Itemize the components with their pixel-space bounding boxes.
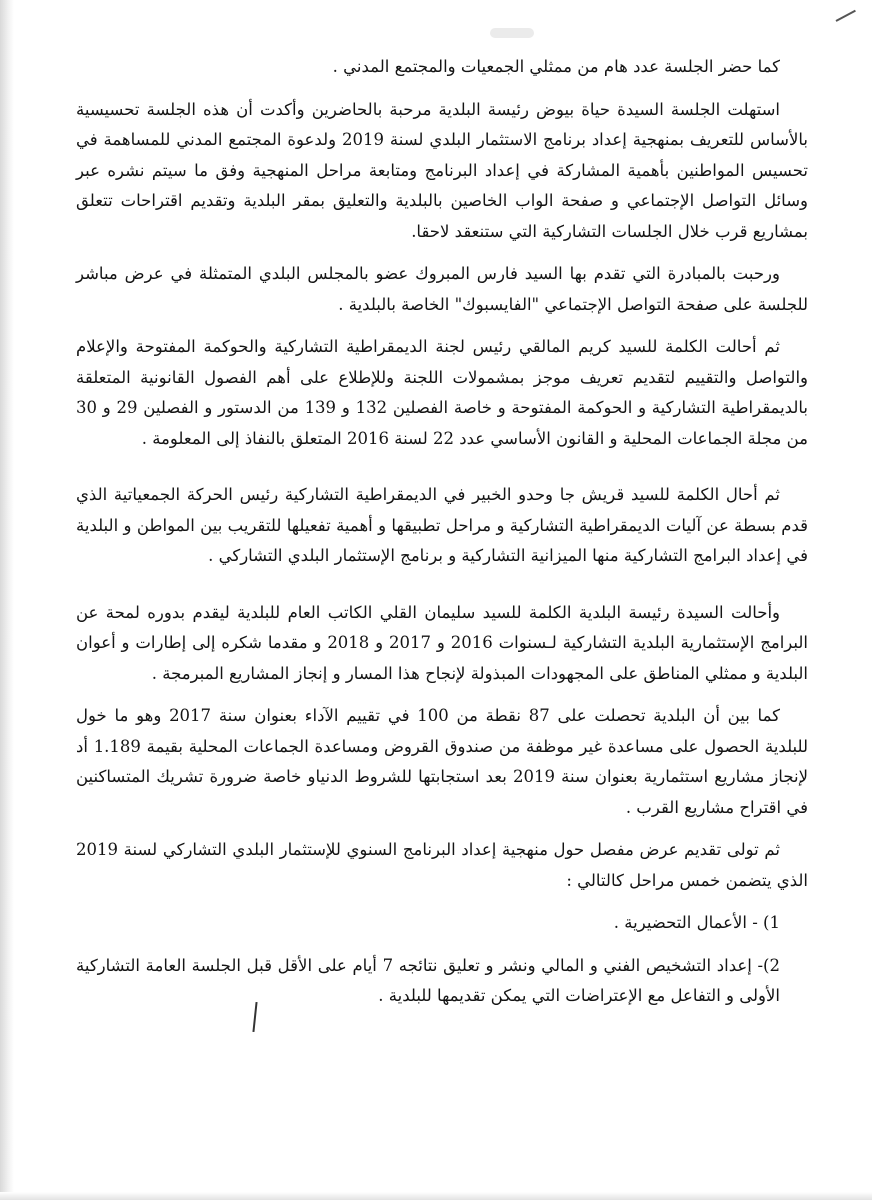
corner-mark [836,10,863,34]
paragraph-methodology: ثم تولى تقديم عرض مفصل حول منهجية إعداد البرنامج السنوي للإستثمار البلدي التشاركي لسنة 2019 الذي يتضمن خمس مراحل كالتالي : [76,840,808,890]
scan-left-edge [0,0,14,1200]
paragraph-opening: استهلت الجلسة السيدة حياة بيوض رئيسة البلدية مرحبة بالحاضرين وأكدت أن هذه الجلسة تحسيسية بالأساس للتعريف بمنهجية إعداد برنامج الاستثمار البلدي لسنة 2019 ولدعوة المجتمع المدني للمساهمة في تحسيس المواطنين بأهمية المشاركة في إعداد البرنامج ومتابعة مراحل المنهجية وفق ما سيتم نشره عبر وسائل التواصل الإجتماعي و صفحة الواب الخاصين بالبلدية والتعليق بمقر البلدية وتقديم اقتراحات تتعلق بمشاريع قرب خلال الجلسات التشاركية التي ستنعقد لاحقا. [76,99,808,241]
paragraph-committee: ثم أحالت الكلمة للسيد كريم المالقي رئيس لجنة الديمقراطية التشاركية والحوكمة المفتوحة والإعلام والتواصل والتقييم لتقديم تعريف موجز بمشمولات اللجنة وللإطلاع على أهم الفصول القانونية المتعلقة بالديمقراطية التشاركية و الحوكمة المفتوحة و خاصة الفصلين 132 و 139 من الدستور و الفصلين 29 و 30 من مجلة الجماعات المحلية و القانون الأساسي عدد 22 لسنة 2016 المتعلق بالنفاذ إلى المعلومة . [76,337,808,448]
faded-stamp [490,28,534,38]
document-page [76,52,808,1024]
paragraph-expert: ثم أحال الكلمة للسيد قريش جا وحدو الخبير في الديمقراطية التشاركية رئيس الحركة الجمعياتية الذي قدم بسطة عن آليات الديمقراطية التشاركية و مراحل تطبيقها و أهمية تفعيلها للتقريب بين المواطن و البلدية في إعداد البرامج التشاركية منها الميزانية التشاركية و برنامج الإستثمار البلدي التشاركي . [76,485,808,566]
list-item-step-1: 1) - الأعمال التحضيرية . [613,913,780,933]
paragraph-live-broadcast: ورحبت بالمبادرة التي تقدم بها السيد فارس المبروك عضو بالمجلس البلدي المتمثلة في عرض مباشر للجلسة على صفحة التواصل الإجتماعي "الفايسبوك" الخاصة بالبلدية . [76,264,808,314]
list-item-step-2: 2)- إعداد التشخيص الفني و المالي ونشر و تعليق نتائجه 7 أيام على الأقل قبل الجلسة العامة التشاركية الأولى و التفاعل مع الإعتراضات التي يمكن تقديمها للبلدية . [76,955,780,1006]
scan-bottom-edge [0,1192,872,1200]
paragraph-attendance: كما حضر الجلسة عدد هام من ممثلي الجمعيات والمجتمع المدني . [332,57,780,76]
paragraph-secretary-general: وأحالت السيدة رئيسة البلدية الكلمة للسيد سليمان القلي الكاتب العام للبلدية ليقدم بدوره لمحة عن البرامج الإستثمارية البلدية التشاركية لـسنوات 2016 و 2017 و 2018 و مقدما شكره إلى إطارات و أعوان البلدية و ممثلي المناطق على المجهودات المبذولة لإنجاح هذا المسار و إنجاز المشاريع المبرمجة . [76,602,808,683]
paragraph-evaluation: كما بين أن البلدية تحصلت على 87 نقطة من 100 في تقييم الآداء بعنوان سنة 2017 وهو ما خول للبلدية الحصول على مساعدة غير موظفة من صندوق القروض ومساعدة الجماعات المحلية بقيمة 1.189 أد لإنجاز مشاريع استثمارية بعنوان سنة 2019 بعد استجابتها للشروط الدنياو خاصة ضرورة تشريك المتساكنين في اقتراح مشاريع القرب . [76,706,808,817]
